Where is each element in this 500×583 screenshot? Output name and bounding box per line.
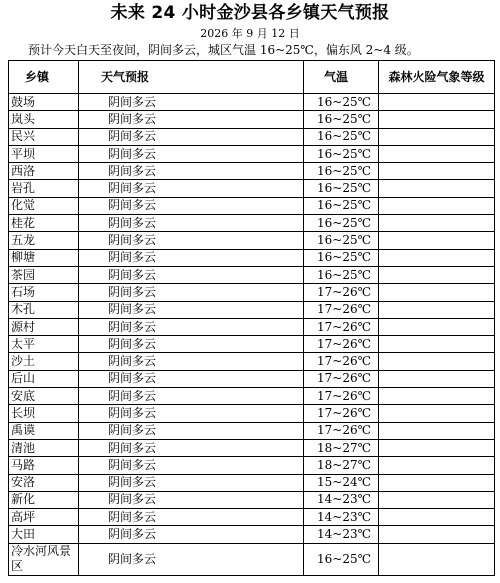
town-cell: 安底 — [9, 388, 79, 405]
header-fire-risk: 森林火险气象等级 — [379, 61, 495, 94]
fire-risk-cell — [379, 128, 495, 145]
fire-risk-cell — [379, 249, 495, 266]
forecast-cell: 阴间多云 — [79, 526, 304, 543]
temperature-cell: 16~25℃ — [304, 215, 379, 232]
fire-risk-cell — [379, 370, 495, 387]
town-cell: 五龙 — [9, 232, 79, 249]
forecast-cell: 阴间多云 — [79, 215, 304, 232]
town-cell: 大田 — [9, 526, 79, 543]
table-row — [9, 353, 495, 370]
forecast-table — [8, 60, 495, 576]
fire-risk-cell — [379, 526, 495, 543]
fire-risk-cell — [379, 491, 495, 508]
table-row — [9, 405, 495, 422]
fire-risk-cell — [379, 422, 495, 439]
forecast-cell: 阴间多云 — [79, 145, 304, 162]
temperature-cell: 16~25℃ — [304, 163, 379, 180]
forecast-cell: 阴间多云 — [79, 543, 304, 575]
town-cell: 民兴 — [9, 128, 79, 145]
town-cell: 安洛 — [9, 474, 79, 491]
temperature-cell: 16~25℃ — [304, 197, 379, 214]
town-cell: 源村 — [9, 318, 79, 335]
forecast-cell: 阴间多云 — [79, 301, 304, 318]
table-row — [9, 249, 495, 266]
table-row — [9, 318, 495, 335]
temperature-cell: 16~25℃ — [304, 543, 379, 575]
table-row — [9, 388, 495, 405]
table-row — [9, 94, 495, 111]
table-row — [9, 491, 495, 508]
forecast-cell: 阴间多云 — [79, 284, 304, 301]
town-cell: 化觉 — [9, 197, 79, 214]
forecast-cell: 阴间多云 — [79, 491, 304, 508]
town-cell: 石场 — [9, 284, 79, 301]
forecast-cell: 阴间多云 — [79, 336, 304, 353]
town-cell: 新化 — [9, 491, 79, 508]
town-cell: 冷水河风景区 — [9, 543, 79, 575]
temperature-cell: 17~26℃ — [304, 370, 379, 387]
forecast-cell: 阴间多云 — [79, 180, 304, 197]
fire-risk-cell — [379, 509, 495, 526]
temperature-cell: 17~26℃ — [304, 318, 379, 335]
forecast-cell: 阴间多云 — [79, 474, 304, 491]
forecast-summary: 预计今天白天至夜间，阴间多云，城区气温 16~25℃，偏东风 2~4 级。 — [28, 43, 419, 57]
table-row — [9, 439, 495, 456]
table-row — [9, 111, 495, 128]
fire-risk-cell — [379, 266, 495, 283]
town-cell: 柳塘 — [9, 249, 79, 266]
temperature-cell: 14~23℃ — [304, 509, 379, 526]
forecast-cell: 阴间多云 — [79, 266, 304, 283]
town-cell: 鼓场 — [9, 94, 79, 111]
temperature-cell: 16~25℃ — [304, 266, 379, 283]
temperature-cell: 16~25℃ — [304, 249, 379, 266]
forecast-cell: 阴间多云 — [79, 422, 304, 439]
table-row — [9, 336, 495, 353]
table-row — [9, 266, 495, 283]
temperature-cell: 18~27℃ — [304, 439, 379, 456]
fire-risk-cell — [379, 336, 495, 353]
town-cell: 岚头 — [9, 111, 79, 128]
forecast-cell: 阴间多云 — [79, 249, 304, 266]
fire-risk-cell — [379, 232, 495, 249]
temperature-cell: 18~27℃ — [304, 457, 379, 474]
fire-risk-cell — [379, 474, 495, 491]
table-row — [9, 509, 495, 526]
header-temperature: 气温 — [304, 61, 379, 94]
town-cell: 禹谟 — [9, 422, 79, 439]
table-row — [9, 543, 495, 575]
forecast-cell: 阴间多云 — [79, 439, 304, 456]
table-row — [9, 526, 495, 543]
fire-risk-cell — [379, 301, 495, 318]
temperature-cell: 16~25℃ — [304, 94, 379, 111]
town-cell: 茶园 — [9, 266, 79, 283]
town-cell: 清池 — [9, 439, 79, 456]
page-title: 未来 24 小时金沙县各乡镇天气预报 — [110, 3, 390, 23]
temperature-cell: 17~26℃ — [304, 336, 379, 353]
forecast-cell: 阴间多云 — [79, 509, 304, 526]
temperature-cell: 16~25℃ — [304, 145, 379, 162]
temperature-cell: 16~25℃ — [304, 180, 379, 197]
table-row — [9, 284, 495, 301]
table-row — [9, 215, 495, 232]
table-header-row — [9, 61, 495, 94]
temperature-cell: 15~24℃ — [304, 474, 379, 491]
forecast-cell: 阴间多云 — [79, 94, 304, 111]
temperature-cell: 17~26℃ — [304, 301, 379, 318]
fire-risk-cell — [379, 197, 495, 214]
temperature-cell: 17~26℃ — [304, 405, 379, 422]
table-row — [9, 301, 495, 318]
fire-risk-cell — [379, 318, 495, 335]
table-row — [9, 128, 495, 145]
town-cell: 平坝 — [9, 145, 79, 162]
temperature-cell: 14~23℃ — [304, 491, 379, 508]
fire-risk-cell — [379, 111, 495, 128]
fire-risk-cell — [379, 163, 495, 180]
forecast-date: 2026 年 9 月 12 日 — [200, 27, 300, 40]
fire-risk-cell — [379, 543, 495, 575]
temperature-cell: 14~23℃ — [304, 526, 379, 543]
town-cell: 沙土 — [9, 353, 79, 370]
forecast-cell: 阴间多云 — [79, 457, 304, 474]
fire-risk-cell — [379, 405, 495, 422]
forecast-cell: 阴间多云 — [79, 163, 304, 180]
table-row — [9, 370, 495, 387]
town-cell: 后山 — [9, 370, 79, 387]
temperature-cell: 17~26℃ — [304, 353, 379, 370]
town-cell: 马路 — [9, 457, 79, 474]
table-row — [9, 163, 495, 180]
table-row — [9, 457, 495, 474]
table-row — [9, 197, 495, 214]
town-cell: 木孔 — [9, 301, 79, 318]
table-body — [9, 94, 495, 576]
fire-risk-cell — [379, 388, 495, 405]
table-row — [9, 474, 495, 491]
table-row — [9, 422, 495, 439]
town-cell: 高坪 — [9, 509, 79, 526]
temperature-cell: 17~26℃ — [304, 422, 379, 439]
town-cell: 太平 — [9, 336, 79, 353]
forecast-cell: 阴间多云 — [79, 197, 304, 214]
temperature-cell: 16~25℃ — [304, 232, 379, 249]
forecast-cell: 阴间多云 — [79, 232, 304, 249]
forecast-cell: 阴间多云 — [79, 318, 304, 335]
forecast-cell: 阴间多云 — [79, 353, 304, 370]
fire-risk-cell — [379, 145, 495, 162]
fire-risk-cell — [379, 439, 495, 456]
forecast-cell: 阴间多云 — [79, 370, 304, 387]
forecast-cell: 阴间多云 — [79, 405, 304, 422]
fire-risk-cell — [379, 284, 495, 301]
town-cell: 岩孔 — [9, 180, 79, 197]
temperature-cell: 17~26℃ — [304, 284, 379, 301]
fire-risk-cell — [379, 94, 495, 111]
header-forecast: 天气预报 — [79, 61, 304, 94]
fire-risk-cell — [379, 457, 495, 474]
forecast-cell: 阴间多云 — [79, 111, 304, 128]
town-cell: 西洛 — [9, 163, 79, 180]
header-town: 乡镇 — [9, 61, 79, 94]
table-row — [9, 180, 495, 197]
forecast-cell: 阴间多云 — [79, 128, 304, 145]
fire-risk-cell — [379, 180, 495, 197]
forecast-cell: 阴间多云 — [79, 388, 304, 405]
temperature-cell: 17~26℃ — [304, 388, 379, 405]
table-row — [9, 145, 495, 162]
fire-risk-cell — [379, 353, 495, 370]
town-cell: 长坝 — [9, 405, 79, 422]
temperature-cell: 16~25℃ — [304, 111, 379, 128]
fire-risk-cell — [379, 215, 495, 232]
town-cell: 桂花 — [9, 215, 79, 232]
temperature-cell: 16~25℃ — [304, 128, 379, 145]
table-row — [9, 232, 495, 249]
